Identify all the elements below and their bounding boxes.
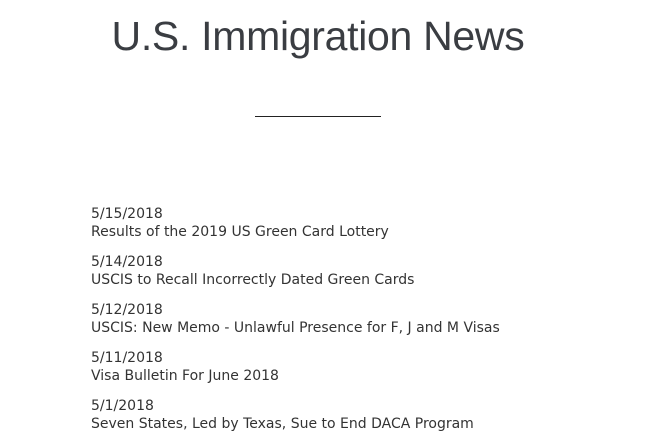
news-date: 5/1/2018	[91, 398, 154, 414]
title-divider	[255, 116, 381, 117]
news-headline-link[interactable]: USCIS: New Memo - Unlawful Presence for F, J and M Visas	[91, 320, 500, 336]
news-item	[91, 349, 631, 397]
news-date: 5/14/2018	[91, 254, 163, 270]
news-item	[91, 301, 631, 349]
news-item	[91, 205, 631, 253]
news-headline-link[interactable]: Results of the 2019 US Green Card Lottery	[91, 224, 389, 240]
news-item	[91, 397, 631, 445]
news-item	[91, 253, 631, 301]
news-list	[91, 205, 631, 445]
news-date: 5/15/2018	[91, 206, 163, 222]
page-title: U.S. Immigration News	[111, 13, 525, 59]
news-headline-link[interactable]: Visa Bulletin For June 2018	[91, 368, 279, 384]
news-date: 5/12/2018	[91, 302, 163, 318]
news-headline-link[interactable]: Seven States, Led by Texas, Sue to End DACA Program	[91, 416, 474, 432]
news-date: 5/11/2018	[91, 350, 163, 366]
news-headline-link[interactable]: USCIS to Recall Incorrectly Dated Green Cards	[91, 272, 415, 288]
